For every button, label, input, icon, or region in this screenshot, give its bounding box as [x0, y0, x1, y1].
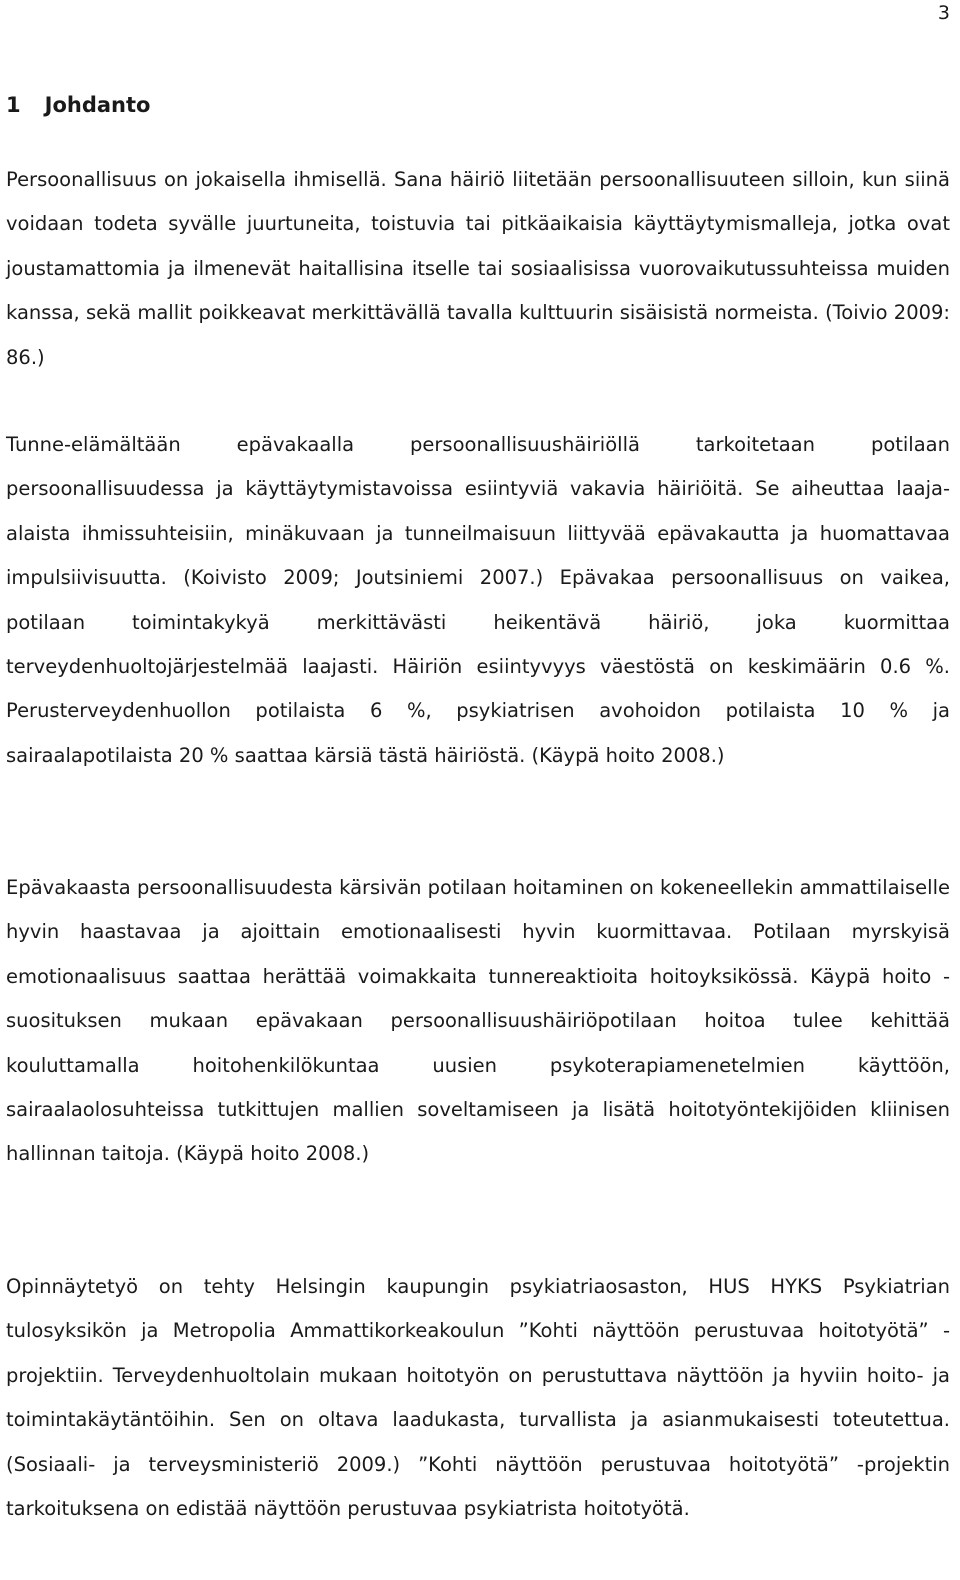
paragraph-3: Epävakaasta persoonallisuudesta kärsivän potilaan hoitaminen on kokeneellekin ammattilaiselle hyvin haastavaa ja ajoittain emotionaalisesti hyvin kuormittavaa. Potilaan myrskyisä emotionaalisuus saattaa herättää voimakkaita tunnereaktioita hoitoyksikössä. Käypä hoito -suosituksen mukaan epävakaan persoonallisuushäiriöpotilaan hoitoa tulee kehittää kouluttamalla hoitohenkilökuntaa uusien psykoterapiamenetelmien käyttöön, sairaalaolosuhteissa tutkittujen mallien soveltamiseen ja lisätä hoitotyöntekijöiden kliinisen hallinnan taitoja. (Käypä hoito 2008.)	[6, 876, 950, 1166]
section-number: 1	[6, 93, 21, 117]
paragraph-2: Tunne-elämältään epävakaalla persoonallisuushäiriöllä tarkoitetaan potilaan persoonallisuudessa ja käyttäytymistavoissa esiintyviä vakavia häiriöitä. Se aiheuttaa laaja-alaista ihmissuhteisiin, minäkuvaan ja tunneilmaisuun liittyvää epävakautta ja huomattavaa impulsiivisuutta. (Koivisto 2009; Joutsiniemi 2007.) Epävakaa persoonallisuus on vaikea, potilaan toimintakykyä merkittävästi heikentävä häiriö, joka kuormittaa terveydenhuoltojärjestelmää laajasti. Häiriön esiintyvyys väestöstä on keskimäärin 0.6 %. Perusterveydenhuollon potilaista 6 %, psykiatrisen avohoidon potilaista 10 % ja sairaalapotilaista 20 % saattaa kärsiä tästä häiriöstä. (Käypä hoito 2008.)	[6, 433, 950, 767]
section-heading	[6, 90, 150, 120]
section-title: Johdanto	[44, 93, 151, 117]
page-number: 3	[937, 2, 950, 24]
paragraph-4: Opinnäytetyö on tehty Helsingin kaupungin psykiatriaosaston, HUS HYKS Psykiatrian tulosyksikön ja Metropolia Ammattikorkeakoulun ”Kohti näyttöön perustuvaa hoitotyötä” -projektiin. Terveydenhuoltolain mukaan hoitotyön on perustuttava näyttöön ja hyviin hoito- ja toimintakäytäntöihin. Sen on oltava laadukasta, turvallista ja asianmukaisesti toteutettua. (Sosiaali- ja terveysministeriö 2009.) ”Kohti näyttöön perustuvaa hoitotyötä” -projektin tarkoituksena on edistää näyttöön perustuvaa psykiatrista hoitotyötä.	[6, 1275, 950, 1521]
paragraph-1: Persoonallisuus on jokaisella ihmisellä. Sana häiriö liitetään persoonallisuuteen silloin, kun siinä voidaan todeta syvälle juurtuneita, toistuvia tai pitkäaikaisia käyttäytymismalleja, jotka ovat joustamattomia ja ilmenevät haitallisina itselle tai sosiaalisissa vuorovaikutussuhteissa muiden kanssa, sekä mallit poikkeavat merkittävällä tavalla kulttuurin sisäisistä normeista. (Toivio 2009: 86.)	[6, 168, 950, 369]
